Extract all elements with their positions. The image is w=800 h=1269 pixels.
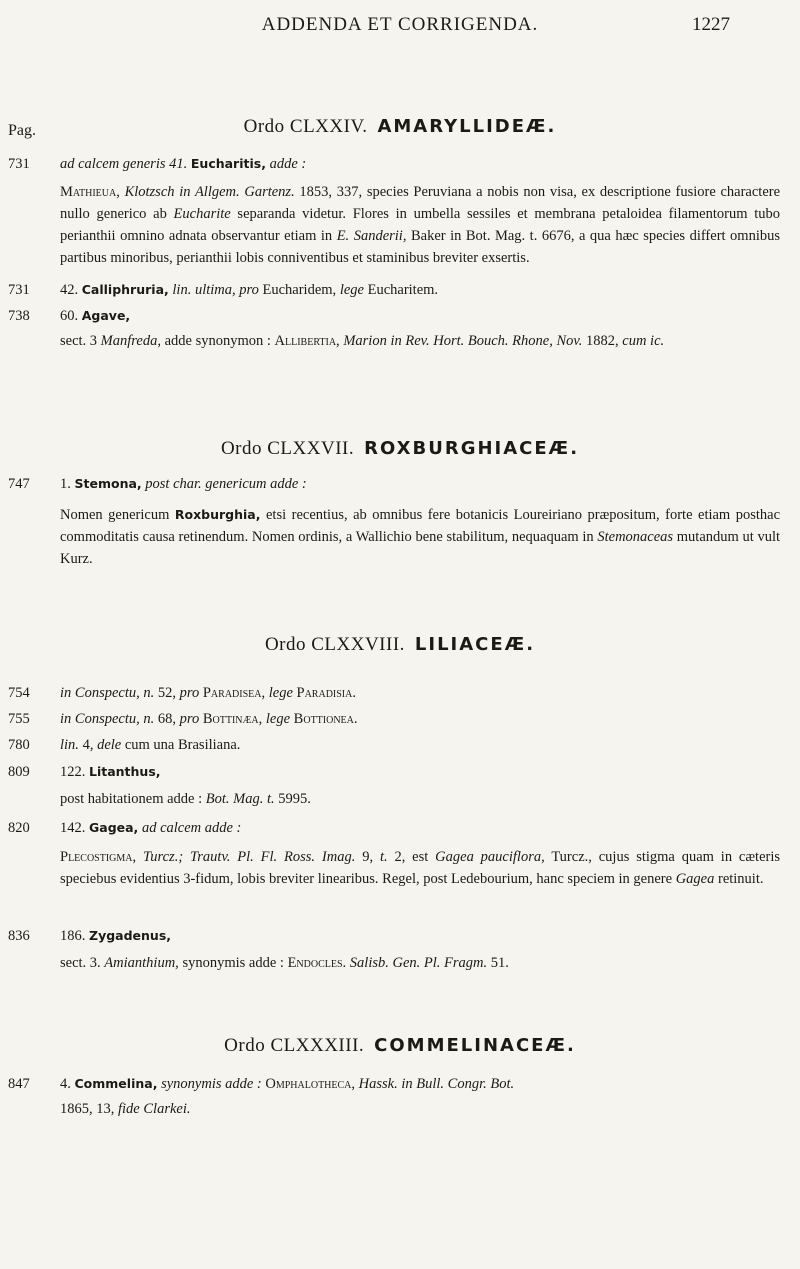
entry-zygadenus [8,928,778,945]
entry-instruction: pro [179,685,200,701]
body-text: 68, [157,711,176,727]
entry-gagea [8,820,778,837]
citation: Marion in Rev. Hort. Bouch. Rhone, Nov. [343,333,583,349]
genus-reference: Roxburghia, [174,507,261,522]
pag-label: Pag. [8,122,36,139]
body-text: separanda videtur. Flores in umbella sessiles et membrana petaloidea filamentorum tubo perianthii omnino adnata observantur etiam in [60,206,780,244]
genus-number: 60. [60,308,79,324]
genus-number: 142. [60,820,86,836]
page-ref: 731 [8,156,30,172]
family-name: ROXBURGHIACEÆ. [364,438,580,459]
entry-instruction: post char. genericum adde : [145,476,307,492]
entry-instruction: lege [265,711,291,727]
genus-number: 1. [60,476,71,492]
entry-body-litanthus [60,788,780,810]
entry-body-commelina [60,1098,780,1120]
species-reference: E. Sanderii, [336,228,407,244]
genus-reference: Bottionea. [293,711,358,727]
page-ref: 731 [8,282,30,298]
page-ref: 809 [8,764,30,780]
citation: Salisb. Gen. Pl. Fragm. [349,955,488,971]
body-text: 4, [82,737,94,753]
synonym-name: Plecostigma, [60,849,137,865]
section-heading-liliaceae [0,634,800,656]
entry-instruction: lin. [60,737,79,753]
body-text: 9, [362,849,374,865]
ordo-label: Ordo CLXXVIII. [264,634,405,655]
body-text: Nomen genericum [60,507,170,523]
body-text: post habitationem adde : [60,791,203,807]
genus-name: Litanthus, [89,764,161,779]
genus-reference: Eucharite [173,206,231,222]
body-text: retinuit. [717,871,764,887]
entry-commelina [8,1076,778,1093]
page-ref: 847 [8,1076,30,1092]
entry-calliphruria [8,282,778,299]
citation: Turcz.; Trautv. Pl. Fl. Ross. Imag. [143,849,356,865]
entry-body-agave [60,330,780,352]
genus-name: Agave, [81,308,131,323]
section-reference: Manfreda, [100,333,161,349]
body-text: cum una Brasiliana. [124,737,241,753]
entry-instruction: in Conspectu, n. [60,685,155,701]
entry-instruction: pro [179,711,200,727]
ordo-label: Ordo CLXXVII. [220,438,355,459]
genus-name: Stemona, [74,476,142,491]
ordo-label: Ordo CLXXIV. [243,116,368,137]
entry-paradisia [8,685,778,702]
body-text: Baker in Bot. Mag. t. 6676, a qua hæc species differt omnibus partibus minoribus, perianthii lobis conniventibus et staminibus breviter exsertis. [60,228,781,266]
genus-name: Eucharitis, [190,156,266,171]
body-text: Eucharitem. [367,282,439,298]
section-heading-amaryllideae [0,116,800,138]
running-head [0,8,800,48]
running-title: ADDENDA ET CORRIGENDA. [261,14,539,35]
family-reference: Stemonaceas [597,529,674,545]
entry-eucharitis [8,156,778,173]
page-ref: 738 [8,308,30,324]
body-text: 52, [157,685,176,701]
synonym-name: Endocles. [287,955,347,971]
ordo-label: Ordo CLXXXIII. [224,1035,365,1056]
body-text: 5995. [278,791,311,807]
genus-name: Commelina, [74,1076,158,1091]
entry-instruction: synonymis adde : [161,1076,262,1092]
body-text: 51. [490,955,509,971]
species-reference: Gagea pauciflora, [435,849,545,865]
citation: cum ic. [622,333,665,349]
family-name: LILIACEÆ. [414,634,536,655]
entry-agave [8,308,778,325]
body-text: sect. 3 [60,333,98,349]
synonym-name: Allibertia, [274,333,340,349]
body-text: synonymis adde : [182,955,284,971]
genus-reference: Paradisea, [202,685,266,701]
genus-name: Gagea, [89,820,139,835]
entry-stemona [8,476,778,493]
body-text: adde synonymon : [164,333,271,349]
entry-instruction: lege [339,282,364,298]
entry-instruction: adde : [269,156,307,172]
entry-body-zygadenus [60,952,780,974]
synonym-name: Omphalotheca, [265,1076,356,1092]
body-text: mutandum ut vult Kurz. [60,529,781,567]
body-text: 1882, [586,333,619,349]
entry-instruction: lin. ultima, pro [172,282,259,298]
citation: fide Clarkei. [118,1101,191,1117]
genus-reference: Gagea [675,871,715,887]
page-ref: 747 [8,476,30,492]
genus-number: 186. [60,928,86,944]
genus-reference: Bottinæa, [202,711,263,727]
synonym-name: Mathieua, [60,184,120,200]
page-ref: 780 [8,737,30,753]
genus-name: Calliphruria, [81,282,169,297]
entry-litanthus [8,764,778,781]
genus-number: 42. [60,282,79,298]
entry-instruction: lege [268,685,293,701]
section-heading-commelinaceae [0,1035,800,1057]
entry-body-stemona [60,504,780,570]
citation: t. [379,849,388,865]
body-text: 1853, 337, species Peruviana a nobis non visa, ex descriptione fusiore charactere nullo generico ab [60,184,781,222]
citation: Hassk. in Bull. Congr. Bot. [358,1076,515,1092]
entry-body-eucharitis [60,181,780,269]
section-heading-roxburghiaceae [0,438,800,460]
page-ref: 820 [8,820,30,836]
body-text: sect. 3. [60,955,101,971]
body-text: 2, est [394,849,429,865]
entry-instruction: ad calcem adde : [141,820,242,836]
body-text: 1865, 13, [60,1101,115,1117]
page-number: 1227 [692,14,730,35]
page-ref: 754 [8,685,30,701]
page-ref: 836 [8,928,30,944]
genus-number: 4. [60,1076,71,1092]
entry-bottionea [8,711,778,728]
citation: Klotzsch in Allgem. Gartenz. [124,184,295,200]
entry-instruction: dele [97,737,122,753]
family-name: AMARYLLIDEÆ. [377,116,557,137]
body-text: Turcz., cujus stigma quam in cæteris speciebus evidentius 3-fidum, lobis breviter linearibus. Regel, post Ledebourium, hanc speciem in genere [60,849,781,887]
family-name: COMMELINACEÆ. [374,1035,576,1056]
body-text: Eucharidem, [262,282,337,298]
entry-body-gagea [60,846,780,890]
page-ref: 755 [8,711,30,727]
citation: Bot. Mag. t. [205,791,275,807]
entry-prefix: ad calcem generis 41. [60,156,188,172]
entry-brasiliana [8,737,778,754]
genus-reference: Paradisia. [296,685,356,701]
entry-instruction: in Conspectu, n. [60,711,155,727]
genus-name: Zygadenus, [89,928,172,943]
section-reference: Amianthium, [104,955,179,971]
genus-number: 122. [60,764,86,780]
body-text: etsi recentius, ab omnibus fere botanicis Loureiriano præpositum, forte etiam posthac commoditatis causa retinendum. Nomen ordinis, a Wallichio bene stabilitum, nequaquam in [60,507,781,545]
